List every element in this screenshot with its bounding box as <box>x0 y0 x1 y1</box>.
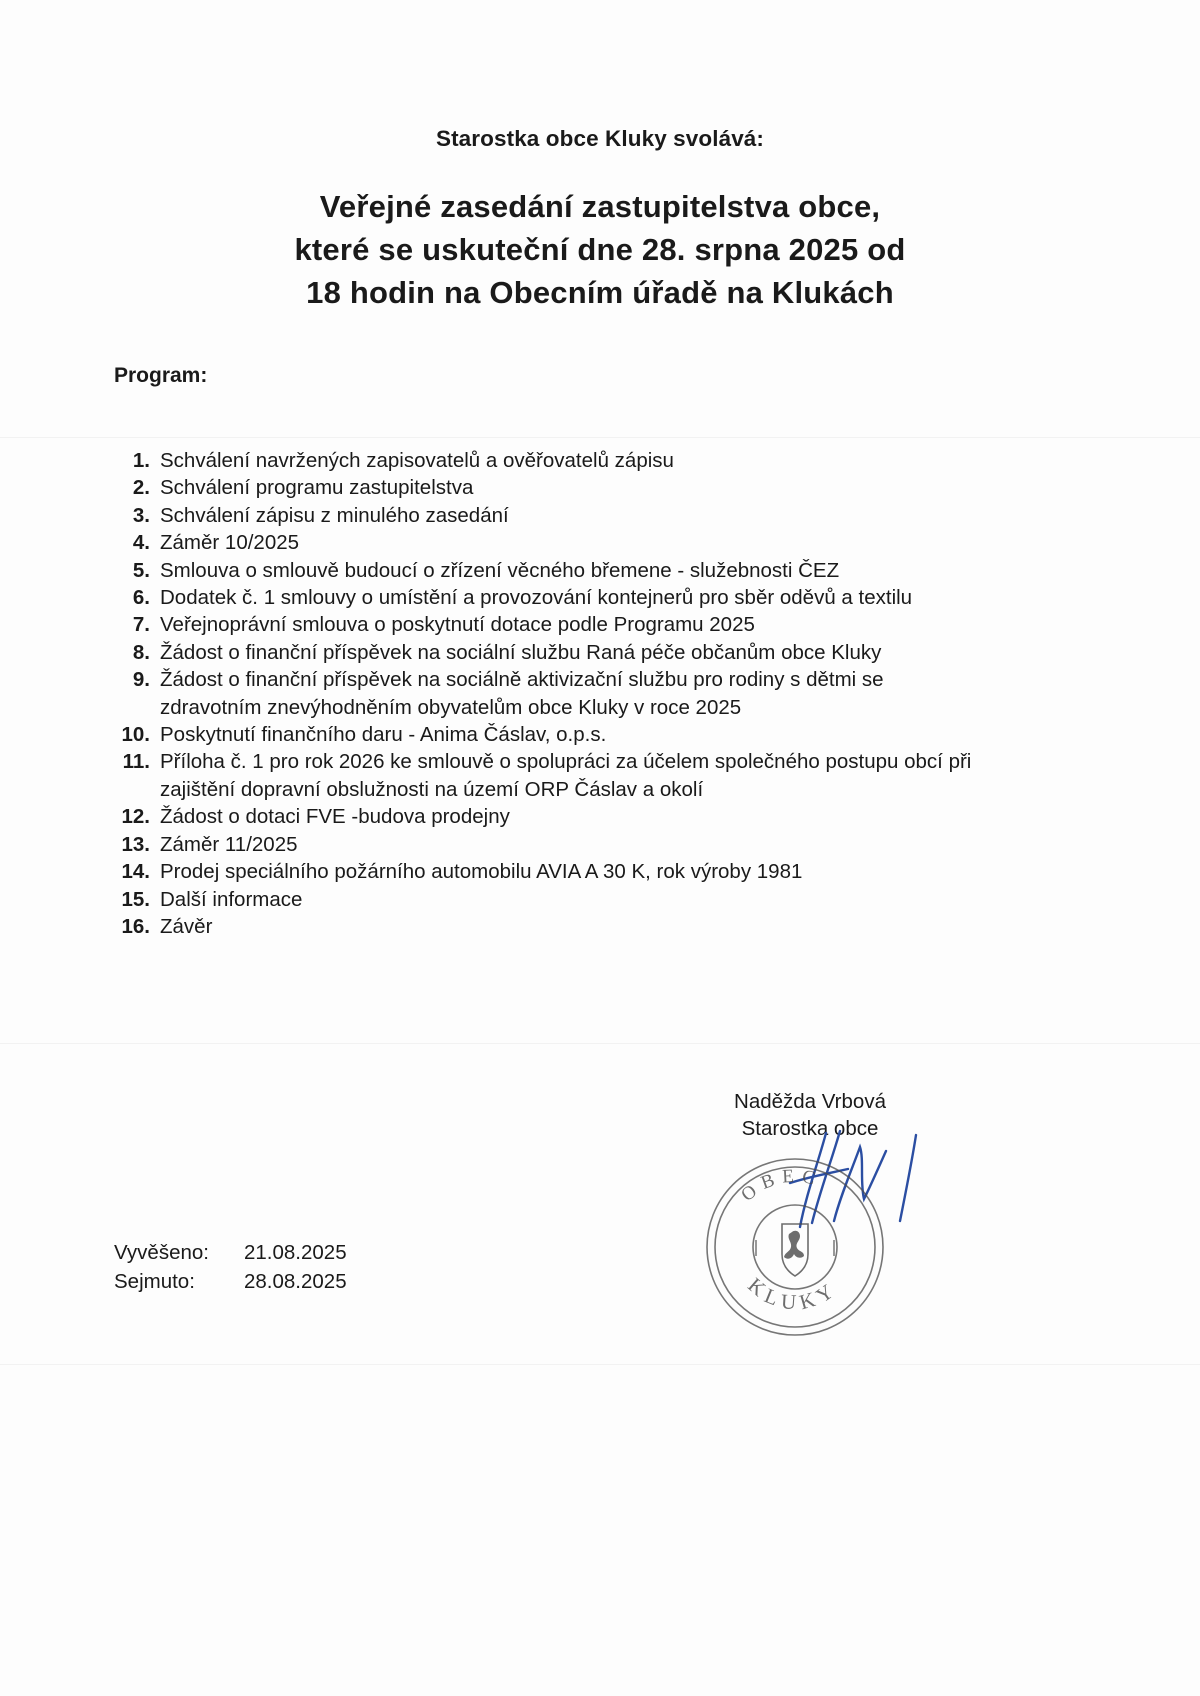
header-convener-line: Starostka obce Kluky svolává: <box>435 126 765 151</box>
page-title-line-3: 18 hodin na Obecním úřadě na Klukách <box>306 275 894 310</box>
agenda-item-number: 11. <box>122 750 150 774</box>
agenda-item-number: 1. <box>132 449 150 472</box>
signer-name: Naděžda Vrbová <box>734 1090 886 1113</box>
svg-text:KLUKY <box>743 1273 842 1315</box>
posting-date-label: Vyvěšeno: <box>114 1241 209 1264</box>
agenda-item <box>114 721 974 748</box>
agenda-item-number: 15. <box>121 887 150 911</box>
agenda-item <box>114 611 974 638</box>
agenda-item-number: 4. <box>132 531 150 555</box>
agenda-item-text: Příloha č. 1 pro rok 2026 ke smlouvě o spolupráci za účelem společného postupu obcí při zajištění dopravní obslužnosti na území ORP Čáslav a okolí <box>160 750 972 801</box>
agenda-item-text: Poskytnutí finančního daru - Anima Čáslav, o.p.s. <box>160 723 607 747</box>
agenda-item <box>114 831 974 858</box>
agenda-item-number: 6. <box>132 586 150 610</box>
agenda-item <box>114 447 974 474</box>
agenda-item-text: Závěr <box>160 914 213 938</box>
official-stamp <box>700 1152 890 1342</box>
agenda-item-number: 3. <box>132 503 150 527</box>
agenda-item <box>114 584 974 611</box>
agenda-item-text: Veřejnoprávní smlouva o poskytnutí dotace podle Programu 2025 <box>160 613 755 637</box>
agenda-item <box>114 748 974 803</box>
agenda-item-text: Schválení navržených zapisovatelů a ověřovatelů zápisu <box>160 449 674 472</box>
agenda-item-text: Smlouva o smlouvě budoucí o zřízení věcného břemene - služebnosti ČEZ <box>160 558 840 582</box>
posting-date-row <box>114 1238 347 1267</box>
agenda-item-text: Záměr 10/2025 <box>160 531 300 555</box>
agenda-item-number: 13. <box>121 832 150 856</box>
scan-artifact-line <box>0 1043 1200 1044</box>
posting-date-value: 28.08.2025 <box>244 1270 347 1293</box>
signature-block <box>600 1088 1020 1142</box>
agenda-item <box>114 858 974 885</box>
agenda-item-text: Další informace <box>160 887 303 911</box>
page-title-line-2: které se uskuteční dne 28. srpna 2025 od <box>294 232 906 267</box>
agenda-item-number: 8. <box>132 640 150 664</box>
agenda-item-number: 7. <box>132 613 150 637</box>
agenda-item-text: Žádost o dotaci FVE -budova prodejny <box>160 805 510 829</box>
agenda-list <box>114 447 974 940</box>
agenda-item-number: 10. <box>121 723 150 747</box>
agenda-item-text: Dodatek č. 1 smlouvy o umístění a provozování kontejnerů pro sběr oděvů a textilu <box>160 586 913 610</box>
posting-date-row <box>114 1267 347 1296</box>
agenda-item-number: 2. <box>132 476 150 500</box>
agenda-item <box>114 803 974 830</box>
agenda-item-number: 16. <box>121 914 150 938</box>
posting-dates <box>114 1238 347 1296</box>
agenda-item-number: 12. <box>121 805 150 829</box>
page-title <box>0 185 1200 314</box>
agenda-item-text: Záměr 11/2025 <box>160 832 298 856</box>
agenda-item <box>114 502 974 529</box>
program-heading: Program: <box>114 364 208 387</box>
agenda-item <box>114 639 974 666</box>
agenda-item <box>114 913 974 940</box>
agenda-item-text: Prodej speciálního požárního automobilu AVIA A 30 K, rok výroby 1981 <box>160 860 803 884</box>
agenda-item-number: 14. <box>121 860 150 884</box>
agenda-item <box>114 557 974 584</box>
agenda-item-text: Žádost o finanční příspěvek na sociálně aktivizační službu pro rodiny s dětmi se zdravotním znevýhodněním obyvatelům obce Kluky v roce 2025 <box>160 668 884 719</box>
scan-artifact-line <box>0 1364 1200 1365</box>
agenda-item-text: Žádost o finanční příspěvek na sociální službu Raná péče občanům obce Kluky <box>160 640 882 664</box>
agenda-item <box>114 886 974 913</box>
agenda-item-text: Schválení zápisu z minulého zasedání <box>160 503 509 527</box>
agenda-item <box>114 529 974 556</box>
posting-date-label: Sejmuto: <box>114 1270 195 1293</box>
page-title-line-1: Veřejné zasedání zastupitelstva obce, <box>319 189 881 224</box>
posting-date-value: 21.08.2025 <box>244 1241 347 1264</box>
agenda-item <box>114 474 974 501</box>
agenda-item-number: 9. <box>132 668 150 692</box>
agenda-item <box>114 666 974 721</box>
agenda-item-text: Schválení programu zastupitelstva <box>160 476 474 500</box>
agenda-item-number: 5. <box>132 558 150 582</box>
stamp-bottom-text: KLUKY <box>743 1272 843 1315</box>
scan-artifact-line <box>0 437 1200 438</box>
stamp-top-text: OBEC <box>737 1165 825 1206</box>
signer-role: Starostka obce <box>741 1117 879 1140</box>
